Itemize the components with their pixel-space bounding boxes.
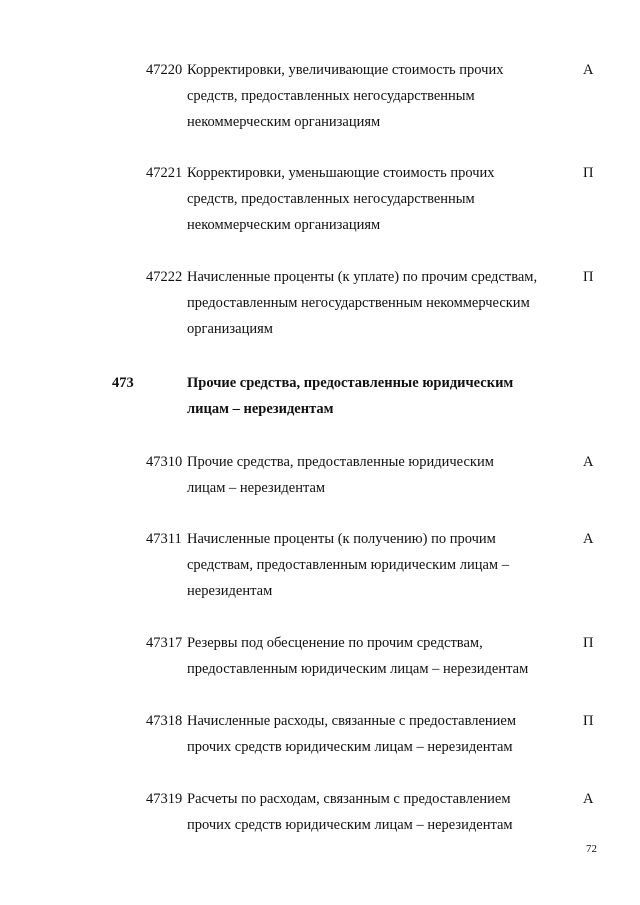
account-code: 47311 (146, 531, 182, 547)
section-code: 473 (112, 375, 134, 391)
description-line: организациям (187, 321, 273, 337)
description-line: Резервы под обесценение по прочим средствам, (187, 635, 483, 651)
account-code: 47222 (146, 269, 183, 285)
description-line: средствам, предоставленным юридическим лицам – (187, 557, 509, 573)
account-description (187, 264, 567, 342)
description-line: нерезидентам (187, 583, 273, 599)
description-line: Прочие средства, предоставленные юридическим (187, 454, 494, 470)
account-description (187, 786, 567, 838)
description-line: Расчеты по расходам, связанным с предоставлением (187, 791, 511, 807)
account-type: П (583, 269, 594, 285)
section-title (187, 370, 567, 422)
description-line: прочих средств юридическим лицам – нерезидентам (187, 817, 513, 833)
account-code: 47220 (146, 62, 183, 78)
description-line: Начисленные проценты (к получению) по прочим (187, 531, 496, 547)
account-type: А (583, 454, 594, 470)
description-line: Начисленные расходы, связанные с предоставлением (187, 713, 517, 729)
account-description (187, 708, 567, 760)
account-code: 47221 (146, 165, 183, 181)
section-title-line: Прочие средства, предоставленные юридическим (187, 375, 514, 391)
account-type: А (583, 791, 594, 807)
description-line: средств, предоставленных негосударственным (187, 191, 475, 207)
description-line: Корректировки, уменьшающие стоимость прочих (187, 165, 495, 181)
account-code: 47318 (146, 713, 183, 729)
account-description (187, 160, 567, 238)
description-line: Корректировки, увеличивающие стоимость прочих (187, 62, 504, 78)
description-line: средств, предоставленных негосударственным (187, 88, 475, 104)
account-type: А (583, 62, 594, 78)
description-line: некоммерческим организациям (187, 114, 381, 130)
account-description (187, 57, 567, 135)
section-title-line: лицам – нерезидентам (187, 401, 334, 417)
account-type: П (583, 165, 594, 181)
account-code: 47310 (146, 454, 183, 470)
description-line: предоставленным негосударственным некоммерческим (187, 295, 530, 311)
description-line: прочих средств юридическим лицам – нерезидентам (187, 739, 513, 755)
description-line: Начисленные проценты (к уплате) по прочим средствам, (187, 269, 538, 285)
account-code: 47317 (146, 635, 183, 651)
account-description (187, 630, 567, 682)
page-number: 72 (586, 843, 597, 855)
account-description (187, 526, 567, 604)
account-description (187, 449, 567, 501)
description-line: некоммерческим организациям (187, 217, 381, 233)
description-line: предоставленным юридическим лицам – нерезидентам (187, 661, 529, 677)
description-line: лицам – нерезидентам (187, 480, 326, 496)
account-type: П (583, 713, 594, 729)
account-code: 47319 (146, 791, 183, 807)
account-type: П (583, 635, 594, 651)
account-type: А (583, 531, 594, 547)
